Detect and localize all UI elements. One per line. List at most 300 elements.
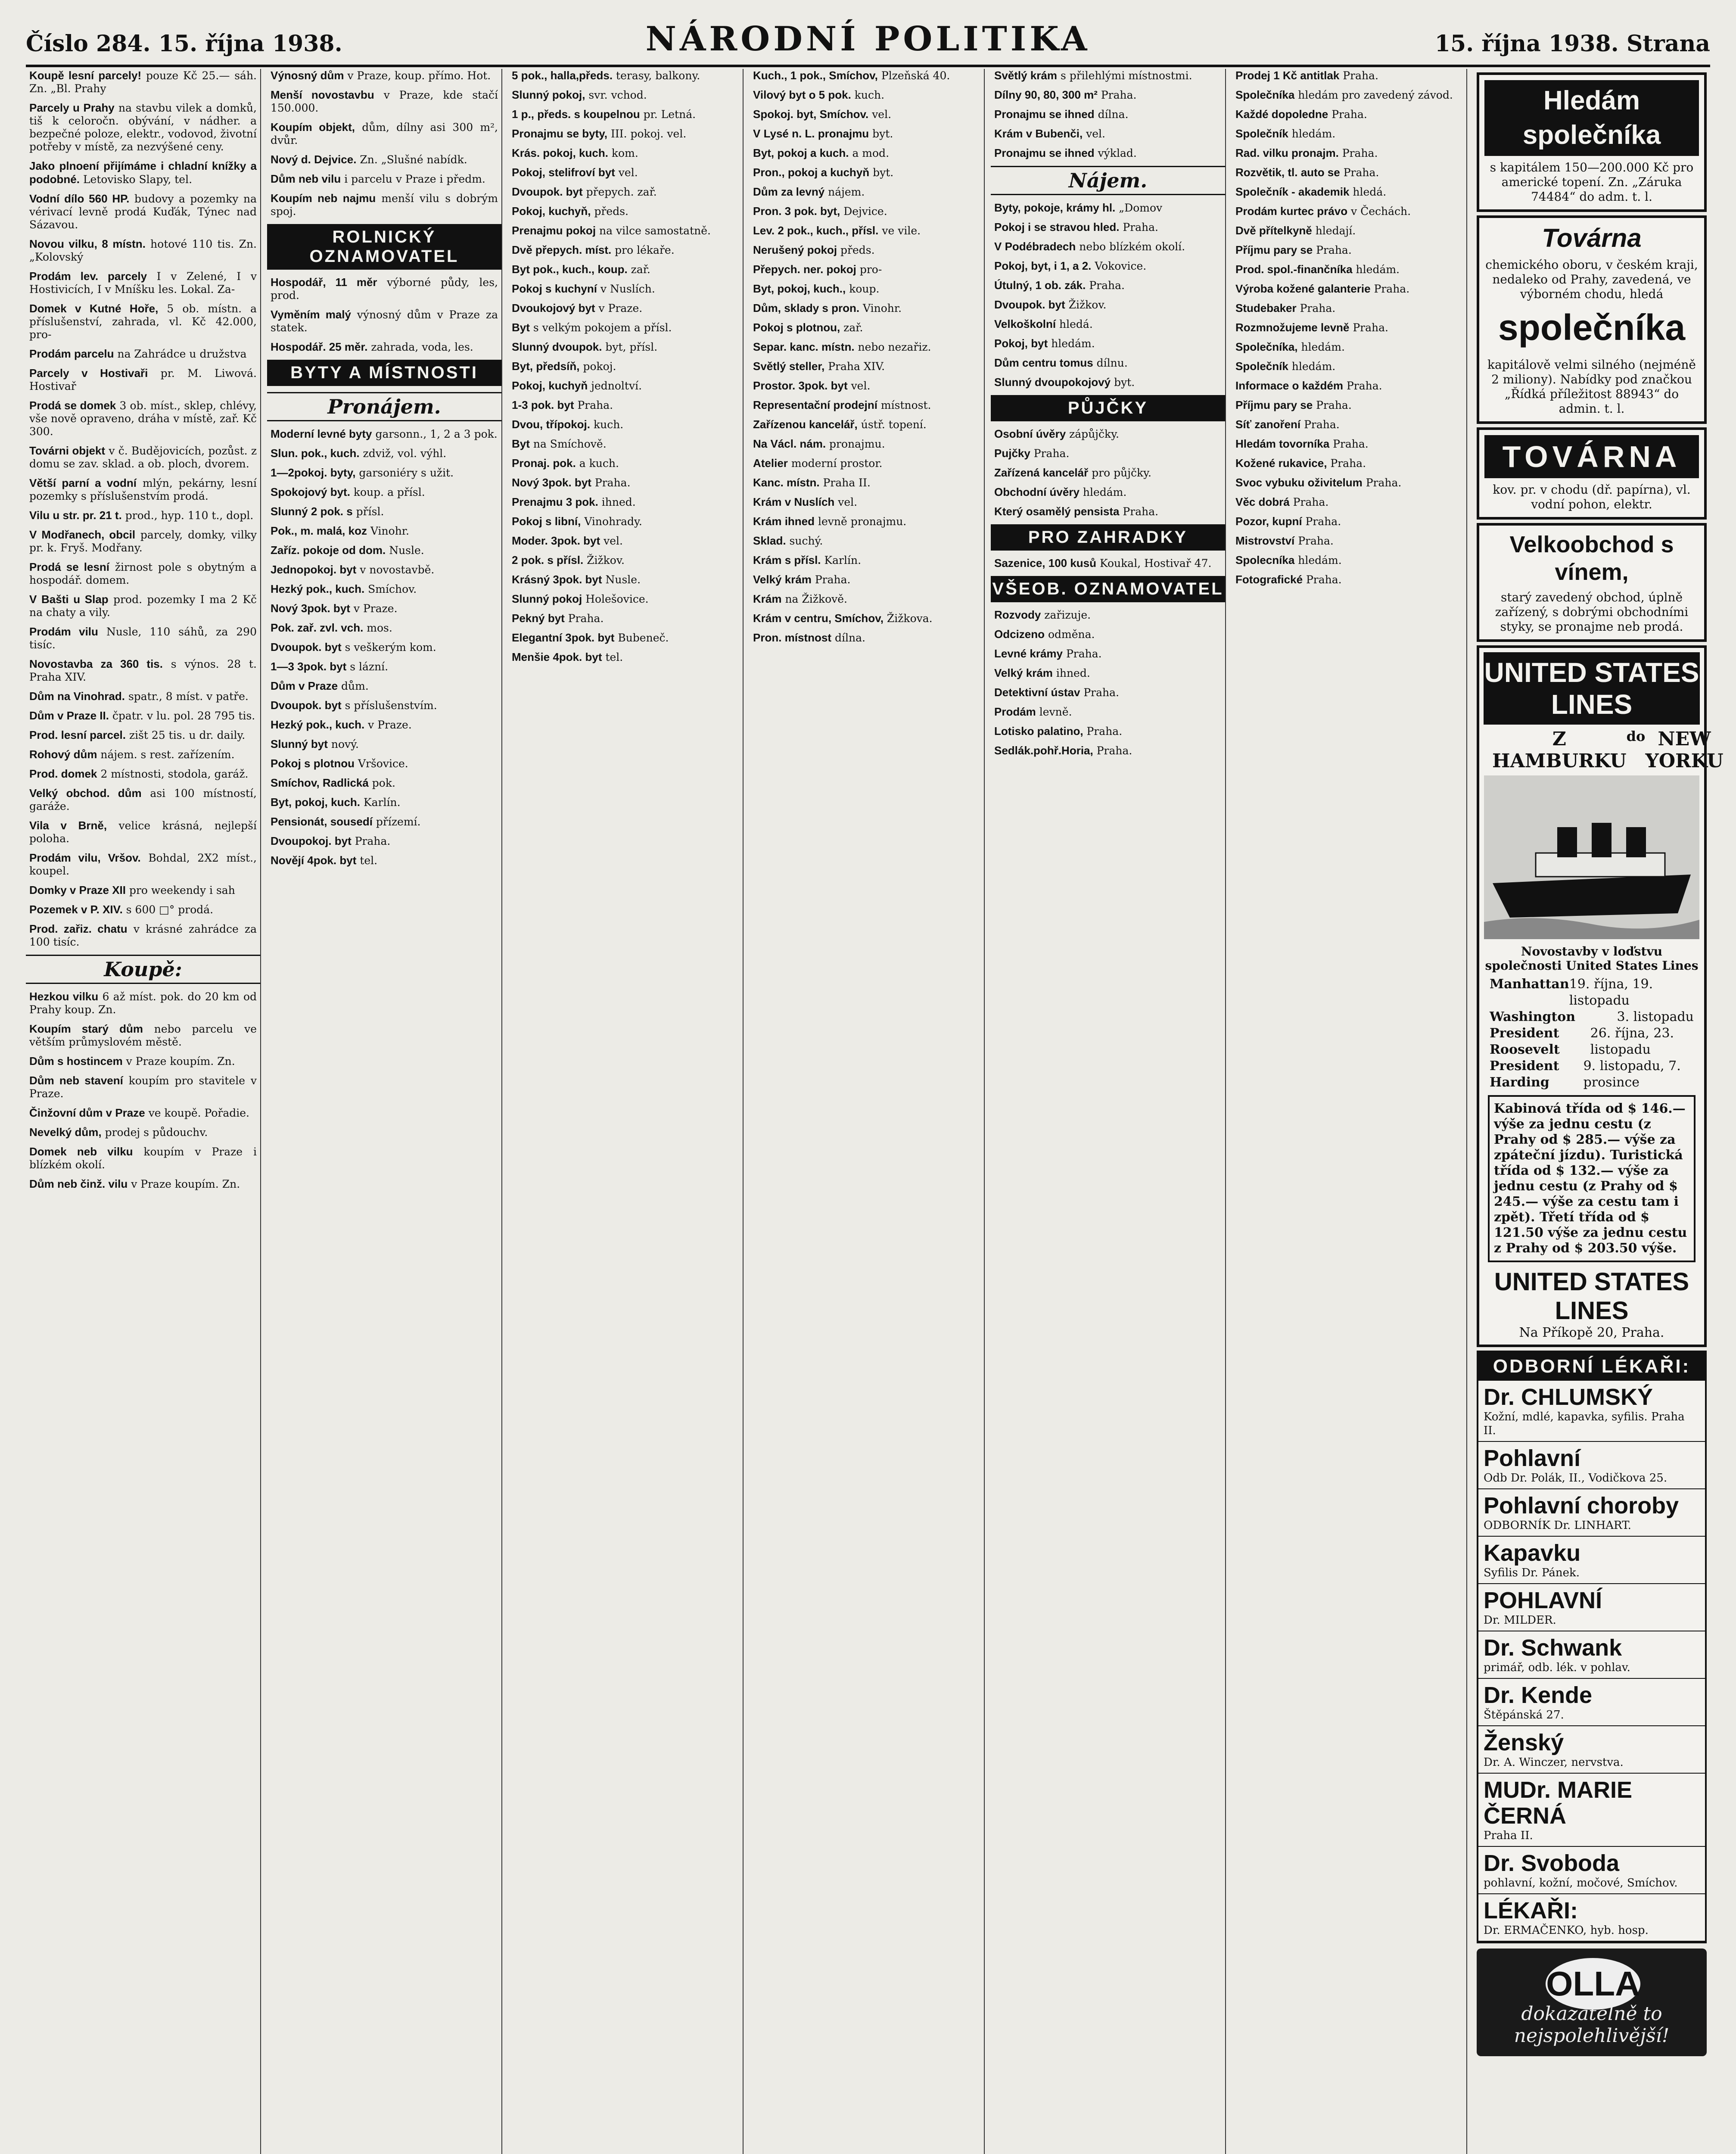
classified-ad bbox=[994, 557, 1222, 570]
ad-text: Praha. bbox=[1300, 302, 1336, 314]
ad-heading: Atelier bbox=[753, 457, 788, 470]
column-2 bbox=[267, 69, 502, 2154]
classified-ad bbox=[29, 625, 257, 651]
ad-subtitle: kov. pr. v chodu (dř. papírna), vl. vodní pohon, elektr. bbox=[1493, 482, 1691, 511]
ad-text: přepych. zař. bbox=[586, 186, 657, 198]
ad-text: Praha. bbox=[568, 612, 604, 625]
classified-ad bbox=[994, 608, 1222, 622]
ad-heading: Dům s hostincem bbox=[29, 1055, 123, 1068]
ad-text: prod. pozemky I ma 2 Kč na chaty a vily. bbox=[29, 593, 257, 619]
classified-ad bbox=[994, 647, 1222, 660]
subsection-header: Koupě: bbox=[26, 955, 260, 984]
ad-heading: Jednopokoj. byt bbox=[271, 563, 357, 576]
ad-heading: Byt, pokoj a kuch. bbox=[753, 146, 849, 159]
classified-ad bbox=[753, 360, 980, 373]
classified-ad bbox=[994, 298, 1222, 311]
classified-ad bbox=[29, 347, 257, 361]
ad-text: v Čechách. bbox=[1351, 205, 1411, 218]
ad-text: vel. bbox=[618, 166, 638, 179]
ad-heading: Pok. zař. zvl. vch. bbox=[271, 621, 364, 634]
ad-heading: Velký krám bbox=[753, 573, 812, 586]
ad-text: Praha II. bbox=[823, 476, 871, 489]
ad-heading: Krám s přísl. bbox=[753, 554, 821, 567]
ad-heading: Dům v Praze II. bbox=[29, 709, 109, 722]
classified-ad bbox=[29, 399, 257, 438]
ad-heading: Pok., m. malá, koz bbox=[271, 524, 367, 537]
ad-text: dílna. bbox=[1098, 108, 1129, 121]
ad-heading: Dvoupokoj. byt bbox=[271, 834, 352, 847]
ad-heading: Krám v Bubenči, bbox=[994, 127, 1083, 140]
ad-heading: Kuch., 1 pok., Smíchov, bbox=[753, 69, 878, 82]
classified-ad bbox=[29, 767, 257, 781]
ad-text: na Žižkově. bbox=[785, 593, 847, 605]
classified-ad bbox=[1235, 185, 1463, 199]
ad-heading: Byt, pokoj, kuch. bbox=[271, 796, 361, 809]
ad-text: v Nuslích. bbox=[600, 283, 655, 295]
column-4 bbox=[750, 69, 985, 2154]
ad-text: a mod. bbox=[852, 147, 890, 159]
ad-heading: Dvou, třípokoj. bbox=[512, 418, 590, 431]
ad-text: místnost. bbox=[880, 399, 931, 411]
ship-name: Washington bbox=[1490, 1009, 1576, 1024]
ad-text: hledají. bbox=[1315, 224, 1356, 237]
ad-heading: Byt, předsíň, bbox=[512, 360, 580, 373]
classified-ad bbox=[994, 744, 1222, 757]
ad-heading: Osobní úvěry bbox=[994, 427, 1066, 440]
ad-text: pro weekendy i sah bbox=[129, 884, 235, 896]
ad-text: velice krásná, nejlepší poloha. bbox=[29, 819, 257, 845]
classified-ad bbox=[753, 185, 980, 199]
ad-heading: Prod. lesní parcel. bbox=[29, 728, 126, 741]
ad-heading: Pokoj, byt bbox=[994, 337, 1048, 350]
ad-text: Praha. bbox=[1123, 221, 1159, 233]
classified-ad bbox=[271, 815, 498, 828]
ad-velkoobchod-vinem bbox=[1477, 523, 1707, 642]
ad-text: Nusle, 110 sáhů, za 290 tisíc. bbox=[29, 626, 257, 651]
doctor-listing bbox=[1478, 1726, 1705, 1774]
ad-olla bbox=[1477, 1949, 1707, 2056]
ad-heading: Byt, pokoj, kuch., bbox=[753, 282, 846, 295]
ad-heading: Prod. zařiz. chatu bbox=[29, 922, 128, 935]
ad-text: pro lékaře. bbox=[615, 244, 675, 256]
ad-text: nájem. s rest. zařízením. bbox=[100, 748, 235, 761]
ad-heading: Novějí 4pok. byt bbox=[271, 854, 357, 867]
classified-ad bbox=[1235, 166, 1463, 179]
ad-text: Vinohr. bbox=[863, 302, 902, 314]
ad-heading: Pujčky bbox=[994, 447, 1030, 460]
ad-heading: Hospodář, 11 měr bbox=[271, 276, 377, 289]
ad-heading: Pozor, kupní bbox=[1235, 515, 1302, 528]
ad-heading: Pokoj, kuchyň, bbox=[512, 205, 591, 218]
ad-text: levně pronajmu. bbox=[818, 515, 907, 528]
ad-heading: Prodám parcelu bbox=[29, 347, 114, 360]
ad-text: Žižkov. bbox=[587, 554, 625, 567]
ad-text: budovy a pozemky na vérivací levně prodá Kuďák, Týnec nad Sázavou. bbox=[29, 193, 257, 231]
classified-ad bbox=[271, 679, 498, 693]
ad-heading: Representační prodejní bbox=[753, 398, 877, 411]
classified-ad bbox=[271, 427, 498, 441]
issue-number: Číslo 284. 15. října 1938. bbox=[26, 31, 342, 57]
ad-heading: Činžovní dům v Praze bbox=[29, 1106, 145, 1119]
ad-heading: 5 pok., halla,předs. bbox=[512, 69, 613, 82]
ad-text: dílna. bbox=[834, 632, 865, 644]
ad-heading: Pron., pokoj a kuchyň bbox=[753, 166, 870, 179]
doctor-listing bbox=[1478, 1381, 1705, 1442]
ad-text: Praha XIV. bbox=[828, 360, 885, 373]
ad-text: Dejvice. bbox=[843, 205, 887, 218]
classified-ad bbox=[753, 340, 980, 354]
classified-ad bbox=[271, 757, 498, 770]
ad-heading: Krás. pokoj, kuch. bbox=[512, 146, 608, 159]
ad-text: vel. bbox=[604, 535, 623, 547]
doctor-details: Dr. ERMAČENKO, hyb. hosp. bbox=[1484, 1924, 1649, 1937]
classified-ad bbox=[29, 528, 257, 554]
ad-text: v Praze. bbox=[368, 719, 412, 731]
ad-text: Praha. bbox=[1316, 244, 1352, 256]
section-header: VŠEOB. OZNAMOVATEL bbox=[991, 576, 1225, 602]
classified-ad bbox=[1235, 360, 1463, 373]
classified-ad bbox=[753, 612, 980, 625]
column-display-ads bbox=[1473, 69, 1724, 2154]
classified-ad bbox=[1235, 340, 1463, 354]
classified-ad bbox=[29, 69, 257, 95]
subsection-header: Nájem. bbox=[991, 166, 1225, 195]
doctor-details: Odb Dr. Polák, II., Vodičkova 25. bbox=[1484, 1472, 1668, 1485]
doctor-listing bbox=[1478, 1584, 1705, 1631]
ad-heading: Pron. 3 pok. byt, bbox=[753, 205, 840, 218]
ad-heading: Síť zanoření bbox=[1235, 418, 1301, 431]
ad-text: Vinohr. bbox=[370, 525, 409, 537]
classified-ad bbox=[29, 903, 257, 916]
ad-text: na vilce samostatně. bbox=[599, 224, 711, 237]
section-header: PRO ZAHRADKY bbox=[991, 524, 1225, 551]
classified-ad bbox=[512, 108, 739, 121]
ad-text: zař. bbox=[843, 321, 863, 334]
ad-text: zař. bbox=[631, 263, 650, 276]
ad-heading: Velký krám bbox=[994, 666, 1053, 679]
ad-text: předs. bbox=[840, 244, 875, 256]
ad-heading: Pokoj, byt, i 1, a 2. bbox=[994, 259, 1092, 272]
ad-heading: Domky v Praze XII bbox=[29, 884, 126, 896]
sailing-date: 9. listopadu, 7. prosince bbox=[1583, 1058, 1681, 1090]
classified-ad bbox=[271, 563, 498, 576]
ad-heading: Pensionát, sousedí bbox=[271, 815, 373, 828]
ad-text: zahrada, voda, les. bbox=[371, 341, 473, 353]
ad-text: Praha. bbox=[1086, 725, 1123, 738]
classified-ad bbox=[753, 457, 980, 470]
classified-ad bbox=[1235, 146, 1463, 160]
ad-text: odměna. bbox=[1048, 628, 1095, 641]
ad-heading: Nevelký dům, bbox=[29, 1126, 102, 1139]
ad-heading: Rozvody bbox=[994, 608, 1041, 621]
ad-text: dům. bbox=[341, 680, 369, 692]
classified-ad bbox=[1235, 88, 1463, 102]
classified-ad bbox=[1235, 379, 1463, 392]
classified-ad bbox=[271, 88, 498, 115]
ad-text: Praha. bbox=[1083, 686, 1119, 699]
ad-text: hledám. bbox=[1356, 263, 1400, 276]
ad-text: byt. bbox=[1114, 376, 1135, 389]
ad-title: společníka bbox=[1498, 307, 1686, 348]
ad-heading: Pokoj i se stravou hled. bbox=[994, 221, 1120, 233]
ad-heading: Sklad. bbox=[753, 534, 786, 547]
ad-text: a kuch. bbox=[579, 457, 619, 470]
doctor-listing bbox=[1478, 1894, 1705, 1942]
classified-ad bbox=[512, 651, 739, 664]
doctor-listing bbox=[1478, 1679, 1705, 1726]
ad-heading: Společník bbox=[1235, 360, 1288, 373]
classified-ad bbox=[29, 1055, 257, 1068]
ad-text: Praha. bbox=[1101, 89, 1137, 101]
classified-ad bbox=[1235, 437, 1463, 451]
ad-heading: Hledám tovorníka bbox=[1235, 437, 1330, 450]
ad-text: Praha. bbox=[1306, 573, 1342, 586]
classified-ad bbox=[994, 447, 1222, 460]
classified-ad bbox=[994, 221, 1222, 234]
ad-heading: Pokoj, stelifroví byt bbox=[512, 166, 615, 179]
ship-route bbox=[1484, 725, 1724, 775]
ad-text: ihned. bbox=[601, 496, 636, 508]
ad-heading: 1 p., předs. s koupelnou bbox=[512, 108, 640, 121]
classified-ad bbox=[512, 224, 739, 237]
ad-heading: Společníka bbox=[1235, 88, 1295, 101]
ship-ad-footer: UNITED STATES LINES bbox=[1494, 1268, 1689, 1325]
doctor-name: Ženský bbox=[1484, 1730, 1564, 1756]
ad-text: Praha. bbox=[577, 399, 613, 411]
classified-ad bbox=[271, 854, 498, 867]
ad-heading: Slun. pok., kuch. bbox=[271, 447, 360, 460]
ad-text: hledám. bbox=[1083, 486, 1127, 498]
classified-ad bbox=[1235, 224, 1463, 237]
ad-heading: Menšie 4pok. byt bbox=[512, 651, 602, 663]
classified-ad bbox=[1235, 263, 1463, 276]
classified-ad bbox=[271, 544, 498, 557]
classified-ad bbox=[512, 127, 739, 140]
classified-ad bbox=[271, 582, 498, 596]
ad-title: Velkoobchod s vínem, bbox=[1509, 532, 1674, 585]
ad-text: prod., hyp. 110 t., dopl. bbox=[125, 509, 254, 522]
ad-text: pro- bbox=[859, 263, 882, 276]
ad-heading: Koupím objekt, bbox=[271, 121, 355, 134]
ad-heading: Dům na Vinohrad. bbox=[29, 690, 125, 703]
ad-heading: Slunný pokoj bbox=[512, 592, 582, 605]
ad-heading: Společníka, bbox=[1235, 340, 1298, 353]
ad-text: suchý. bbox=[789, 535, 823, 547]
ad-heading: Vodní dílo 560 HP. bbox=[29, 192, 130, 205]
ad-heading: Dům, sklady s pron. bbox=[753, 302, 860, 314]
ad-heading: Pronajmu se byty, bbox=[512, 127, 608, 140]
ad-heading: Nový 3pok. byt bbox=[512, 476, 591, 489]
classified-ad bbox=[512, 631, 739, 644]
ad-heading: Koupím neb najmu bbox=[271, 192, 376, 205]
classified-ad bbox=[1235, 398, 1463, 412]
classified-ad bbox=[29, 922, 257, 949]
ad-text: Praha. bbox=[1342, 147, 1378, 159]
classified-ad bbox=[753, 166, 980, 179]
ad-heading: Koupě lesní parcely! bbox=[29, 69, 142, 82]
ad-heading: V Bašti u Slap bbox=[29, 593, 109, 606]
ad-heading: Prod. domek bbox=[29, 767, 97, 780]
classified-ad bbox=[994, 108, 1222, 121]
ad-heading: Příjmu pary se bbox=[1235, 243, 1313, 256]
ad-text: Praha. bbox=[1343, 166, 1379, 179]
ad-heading: Prodám vilu, Vršov. bbox=[29, 851, 141, 864]
classified-ad bbox=[271, 776, 498, 790]
classified-ad bbox=[29, 1106, 257, 1120]
classified-ad bbox=[271, 121, 498, 147]
ad-text: koupím pro stavitele v Praze. bbox=[29, 1074, 257, 1100]
classified-ad bbox=[271, 738, 498, 751]
classified-ad bbox=[512, 69, 739, 82]
classified-ad bbox=[29, 1145, 257, 1171]
ad-text: s veškerým kom. bbox=[345, 641, 436, 654]
sailing-row bbox=[1490, 976, 1694, 1009]
ad-heading: Prodám lev. parcely bbox=[29, 270, 147, 283]
ad-text: kom. bbox=[611, 147, 638, 159]
ad-heading: 1-3 pok. byt bbox=[512, 398, 574, 411]
ad-text: Praha. bbox=[1096, 744, 1132, 757]
sailing-date: 3. listopadu bbox=[1617, 1009, 1694, 1024]
ad-text: výborné půdy, les, prod. bbox=[271, 276, 498, 302]
ad-text: s příslušenstvím. bbox=[345, 699, 437, 712]
ad-text: byt. bbox=[873, 166, 894, 179]
classified-ad bbox=[753, 515, 980, 528]
classified-ad bbox=[512, 592, 739, 606]
ad-heading: Moderní levné byty bbox=[271, 427, 372, 440]
classified-ad bbox=[1235, 302, 1463, 315]
ad-text: dílnu. bbox=[1096, 357, 1128, 369]
classified-ad bbox=[29, 787, 257, 813]
ad-text: nový. bbox=[331, 738, 359, 750]
olla-tagline: dokazatelně to nejspolehlivější! bbox=[1514, 2003, 1670, 2047]
classified-ad bbox=[994, 88, 1222, 102]
classified-ad bbox=[271, 447, 498, 460]
ad-text: pronajmu. bbox=[829, 438, 885, 450]
classified-ad bbox=[753, 631, 980, 644]
ad-heading: Větší parní a vodní bbox=[29, 476, 137, 489]
ad-text: hledám pro zavedený závod. bbox=[1298, 89, 1453, 101]
ad-text: Karlín. bbox=[363, 796, 401, 809]
ad-heading: Krám bbox=[753, 592, 782, 605]
classified-ad bbox=[512, 263, 739, 276]
ad-heading: Moder. 3pok. byt bbox=[512, 534, 600, 547]
ad-heading: Dvoupok. byt bbox=[994, 298, 1065, 311]
ad-heading: Dvoupok. byt bbox=[271, 641, 342, 654]
classified-ad bbox=[994, 201, 1222, 215]
ad-text: v Praze, koup. přímo. Hot. bbox=[347, 69, 491, 82]
ad-text: hledá. bbox=[1353, 186, 1387, 198]
ad-heading: Krám v Nuslích bbox=[753, 495, 835, 508]
classified-ad bbox=[271, 172, 498, 186]
ad-heading: Prodá se domek bbox=[29, 399, 116, 412]
classified-ad bbox=[29, 709, 257, 722]
ad-text: čpatr. v lu. pol. 28 795 tis. bbox=[112, 710, 255, 722]
classified-ad bbox=[753, 418, 980, 431]
classified-ad bbox=[271, 276, 498, 302]
ad-text: hledá. bbox=[1059, 318, 1093, 330]
ad-text: Praha. bbox=[1330, 457, 1366, 470]
classified-ad bbox=[1235, 127, 1463, 140]
classified-ad bbox=[994, 240, 1222, 253]
ad-text: nebo parcelu ve větším průmyslovém městě. bbox=[29, 1023, 257, 1048]
ad-heading: Dvě přítelkyně bbox=[1235, 224, 1312, 237]
ad-heading: Dům v Praze bbox=[271, 679, 338, 692]
ad-heading: Společník bbox=[1235, 127, 1288, 140]
classified-ad bbox=[271, 621, 498, 635]
ad-heading: Detektivní ústav bbox=[994, 686, 1080, 699]
ad-heading: Rozmnožujeme levně bbox=[1235, 321, 1350, 334]
doctor-details: Syfilis Dr. Pánek. bbox=[1484, 1566, 1580, 1579]
ad-united-states-lines bbox=[1477, 645, 1724, 1347]
ad-heading: V Modřanech, obcil bbox=[29, 528, 136, 541]
ad-heading: Vilový byt o 5 pok. bbox=[753, 88, 851, 101]
classified-ad bbox=[1235, 457, 1463, 470]
ship-name: President Harding bbox=[1490, 1058, 1559, 1090]
ad-heading: Pron. místnost bbox=[753, 631, 832, 644]
ad-heading: Slunný 2 pok. s bbox=[271, 505, 353, 518]
classified-ad bbox=[753, 592, 980, 606]
classified-ad bbox=[512, 166, 739, 179]
classified-ad bbox=[1235, 321, 1463, 334]
ad-text: výklad. bbox=[1098, 147, 1137, 159]
ad-text: v krásné zahrádce za 100 tisíc. bbox=[29, 923, 257, 948]
classified-ad bbox=[271, 153, 498, 166]
ad-text: Praha. bbox=[1304, 418, 1340, 431]
ad-heading: Spolecníka bbox=[1235, 554, 1295, 567]
doctor-listing bbox=[1478, 1489, 1705, 1537]
classified-ad bbox=[29, 690, 257, 703]
doctor-details: Kožní, mdlé, kapavka, syfilis. Praha II. bbox=[1484, 1410, 1685, 1437]
classified-ad bbox=[29, 509, 257, 522]
classified-ad bbox=[29, 990, 257, 1016]
ad-text: Zn. „Slušné nabídk. bbox=[360, 153, 467, 166]
ad-heading: Pokoj s kuchyní bbox=[512, 282, 597, 295]
ad-text: Vokovice. bbox=[1095, 260, 1147, 272]
ad-heading: Společník - akademik bbox=[1235, 185, 1350, 198]
ad-text: přísl. bbox=[356, 505, 384, 518]
classified-ad bbox=[512, 243, 739, 257]
classified-ad bbox=[512, 360, 739, 373]
ad-text: na stavbu vilek a domků, tiš k celoročn. obývání, v nádher. a bezpečné poloze, elektr., vodovod, životní potřeby v místě, za nezvýšené ceny. bbox=[29, 102, 257, 153]
ad-text: Praha. bbox=[1343, 69, 1378, 82]
sailing-row bbox=[1490, 1058, 1694, 1091]
classified-ad bbox=[29, 819, 257, 845]
classified-ad bbox=[994, 146, 1222, 160]
ad-text: nájem. bbox=[828, 186, 865, 198]
classified-ad bbox=[1235, 418, 1463, 431]
ad-heading: Prodám kurtec právo bbox=[1235, 205, 1348, 218]
ad-heading: Dům neb stavení bbox=[29, 1074, 123, 1087]
classified-ad bbox=[271, 660, 498, 673]
ad-heading: Dvoukojový byt bbox=[512, 302, 595, 314]
ad-heading: Nerušený pokoj bbox=[753, 243, 837, 256]
ad-heading: Smíchov, Radlická bbox=[271, 776, 369, 789]
route-to: NEW YORKU bbox=[1645, 728, 1724, 772]
ad-text: byt. bbox=[872, 128, 893, 140]
ad-text: Koukal, Hostivař 47. bbox=[1099, 557, 1212, 570]
ad-text: I v Zelené, I v Hostivicích, I v Mníšku les. Lokal. Za- bbox=[29, 270, 257, 296]
ad-text: v Praze koupím. Zn. bbox=[126, 1055, 235, 1068]
ad-title: TOVÁRNA bbox=[1484, 435, 1699, 478]
ad-heading: Prenajmu pokoj bbox=[512, 224, 596, 237]
ad-heading: Lev. 2 pok., kuch., přísl. bbox=[753, 224, 879, 237]
doctor-details: Dr. A. Winczer, nervstva. bbox=[1484, 1756, 1624, 1769]
classified-ad bbox=[994, 356, 1222, 370]
sailing-date: 19. října, 19. listopadu bbox=[1569, 977, 1653, 1008]
section-header: PŮJČKY bbox=[991, 395, 1225, 421]
classified-ad bbox=[1235, 476, 1463, 489]
ad-heading: Slunný pokoj, bbox=[512, 88, 585, 101]
